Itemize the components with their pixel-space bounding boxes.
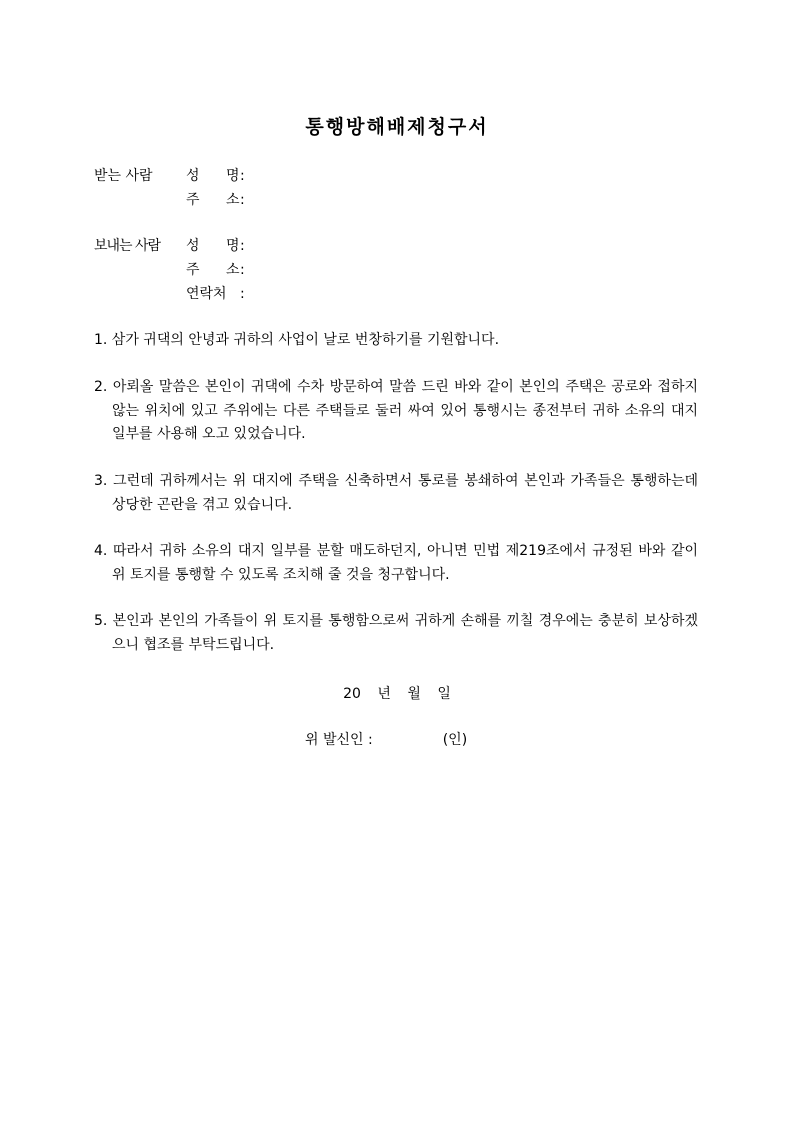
paragraph-5 <box>94 610 698 657</box>
sender-name-colon: : <box>240 238 245 254</box>
paragraph-1 <box>94 329 698 353</box>
recipient-address-label: 주 소 <box>186 192 240 208</box>
signature-line <box>305 728 467 752</box>
date-line: 20 년 월 일 <box>343 686 451 702</box>
sender-label: 보내는 사람 <box>94 238 161 254</box>
paragraph-2 <box>94 376 698 447</box>
recipient-label: 받는 사람 <box>94 168 153 184</box>
sender-address-label: 주 소 <box>186 262 240 278</box>
paragraph-2-text: 2. 아뢰올 말씀은 본인이 귀댁에 수차 방문하여 말씀 드린 바와 같이 본인의 주택은 공로와 접하지 않는 위치에 있고 주위에는 다른 주택들로 둘러 싸여 있어 통행시는 종전부터 귀하 소유의 대지 일부를 사용해 오고 있었습니다. <box>94 379 698 442</box>
paragraph-4 <box>94 540 698 587</box>
seal-mark: (인) <box>442 732 468 748</box>
recipient-address-colon: : <box>240 192 245 208</box>
sender-address-colon: : <box>240 262 245 278</box>
paragraph-1-text: 1. 삼가 귀댁의 안녕과 귀하의 사업이 날로 번창하기를 기원합니다. <box>94 332 500 348</box>
recipient-name-colon: : <box>240 168 245 184</box>
paragraph-4-text: 4. 따라서 귀하 소유의 대지 일부를 분할 매도하던지, 아니면 민법 제219조에서 규정된 바와 같이 위 토지를 통행할 수 있도록 조치해 줄 것을 청구합니다. <box>94 543 698 583</box>
paragraph-3 <box>94 470 698 517</box>
paragraph-3-text: 3. 그런데 귀하께서는 위 대지에 주택을 신축하면서 통로를 봉쇄하여 본인과 가족들은 통행하는데 상당한 곤란을 겪고 있습니다. <box>94 473 698 513</box>
paragraph-5-text: 5. 본인과 본인의 가족들이 위 토지를 통행함으로써 귀하게 손해를 끼칠 경우에는 충분히 보상하겠으니 협조를 부탁드립니다. <box>94 613 698 653</box>
sender-name-label: 성 명 <box>186 238 240 254</box>
sender-contact-label: 연락처 <box>186 286 227 302</box>
document-title: 통행방해배제청구서 <box>305 116 489 138</box>
recipient-name-label: 성 명 <box>186 168 240 184</box>
signature-label: 위 발신인 : <box>305 732 373 748</box>
sender-contact-colon: : <box>240 286 245 302</box>
